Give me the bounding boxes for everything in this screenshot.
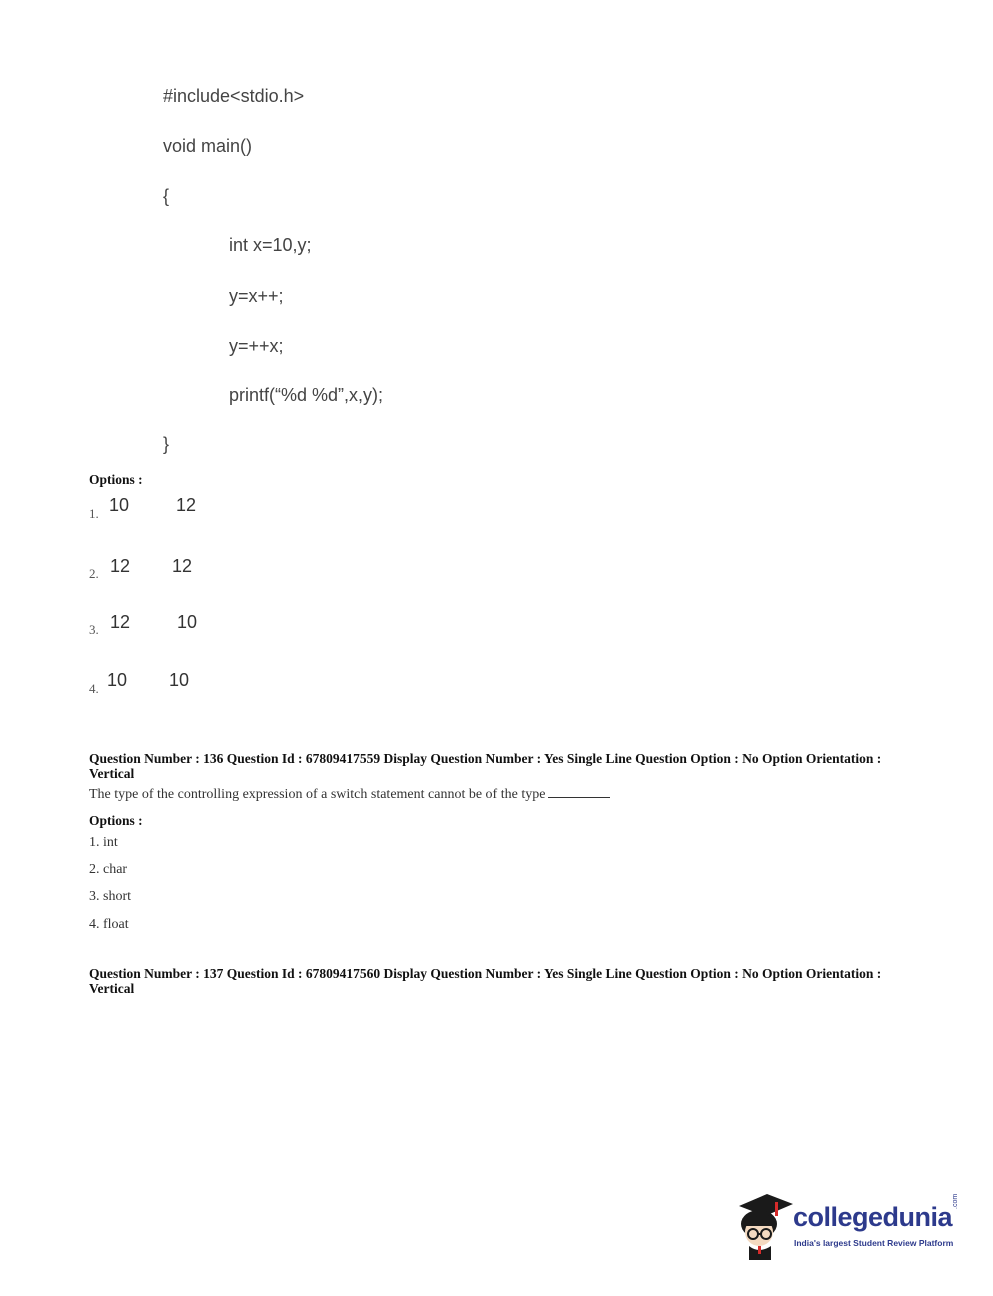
option-number: 1. — [89, 835, 100, 850]
option-text: char — [103, 862, 128, 877]
option-value-x: 10 — [109, 495, 130, 515]
option-value-y: 12 — [176, 495, 197, 515]
code-line-include: #include<stdio.h> — [163, 86, 305, 106]
q135-options-label: Options : — [89, 472, 143, 487]
q137-meta: Question Number : 137 Question Id : 67809417560 Display Question Number : Yes Single Line Question Option : No Option Orientation : Vertical — [89, 966, 882, 996]
option-number: 4. — [89, 917, 100, 932]
option-value-x: 12 — [110, 612, 131, 632]
option-value-y: 10 — [169, 670, 190, 690]
option-number: 2. — [89, 566, 99, 581]
collegedunia-logo — [735, 1188, 965, 1260]
code-line-open-brace: { — [163, 186, 170, 206]
logo-tagline: India's largest Student Review Platform — [794, 1238, 954, 1248]
q136-option-2 — [89, 862, 127, 878]
answer-blank — [548, 797, 610, 798]
option-number: 4. — [89, 681, 99, 696]
option-text: short — [103, 889, 131, 904]
q136-question-body: The type of the controlling expression of a switch statement cannot be of the type — [89, 787, 546, 802]
option-value-x: 10 — [107, 670, 128, 690]
code-line-preinc: y=++x; — [229, 336, 284, 356]
code-line-main: void main() — [163, 136, 253, 156]
option-number: 3. — [89, 622, 99, 637]
logo-wordmark: collegedunia — [793, 1202, 953, 1232]
code-line-close-brace: } — [163, 434, 170, 454]
code-line-printf: printf(“%d %d”,x,y); — [229, 385, 384, 405]
option-number: 2. — [89, 862, 100, 877]
code-line-postinc: y=x++; — [229, 286, 284, 306]
option-value-x: 12 — [110, 556, 131, 576]
option-number: 3. — [89, 889, 100, 904]
option-value-y: 12 — [172, 556, 193, 576]
q136-option-4 — [89, 917, 129, 933]
option-text: float — [103, 917, 129, 932]
q136-option-1 — [89, 835, 118, 851]
q136-options-label: Options : — [89, 813, 143, 828]
logo-suffix: .com — [952, 1193, 959, 1209]
mascot-icon — [735, 1188, 795, 1260]
q136-meta: Question Number : 136 Question Id : 67809417559 Display Question Number : Yes Single Line Question Option : No Option Orientation : Vertical — [89, 751, 882, 781]
q136-question-text — [89, 787, 610, 803]
q136-option-3 — [89, 889, 131, 905]
code-line-declare: int x=10,y; — [229, 235, 312, 255]
option-value-y: 10 — [177, 612, 198, 632]
option-number: 1. — [89, 506, 99, 521]
option-text: int — [103, 835, 118, 850]
